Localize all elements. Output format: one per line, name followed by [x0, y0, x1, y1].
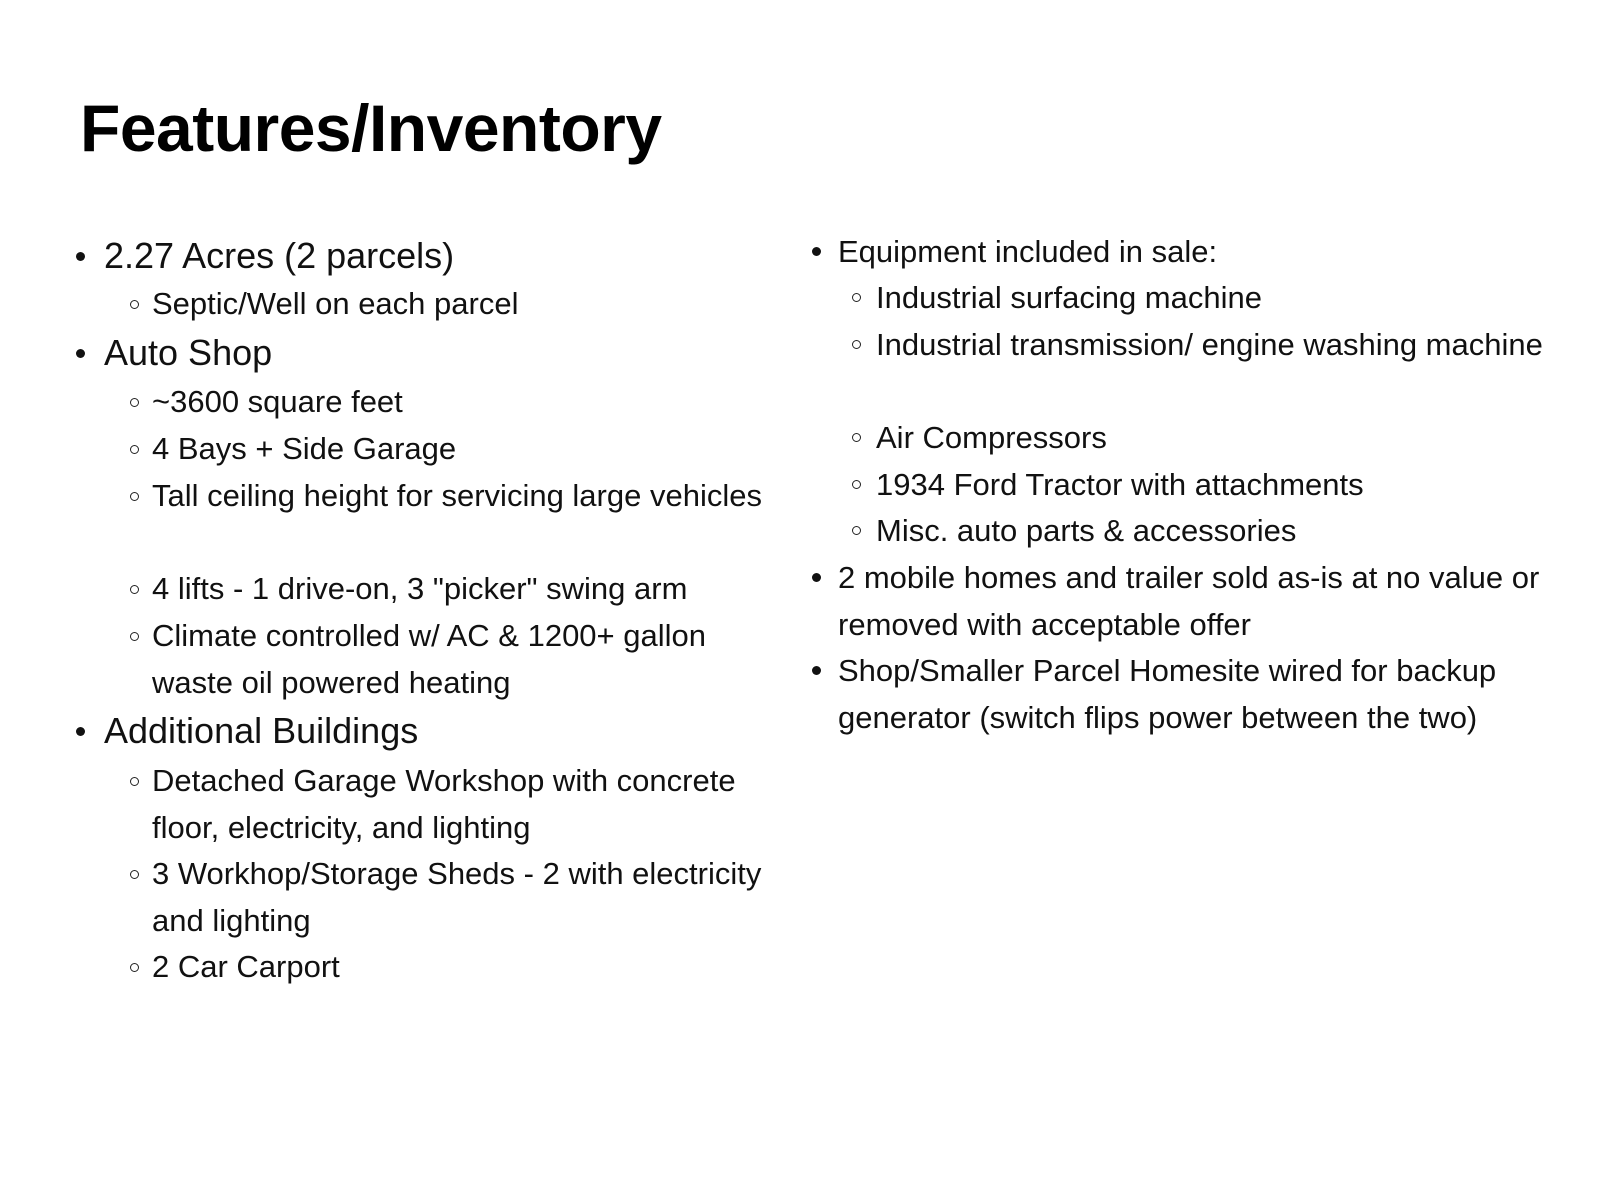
list-subitem-tractor [848, 461, 1548, 508]
list-subitem-square-feet [126, 378, 786, 425]
list-subitem-text: 3 Workhop/Storage Sheds - 2 with electricity and lighting [152, 856, 762, 938]
list-subitem-text: Tall ceiling height for servicing large vehicles [152, 478, 762, 513]
list-subitem-climate [126, 612, 786, 706]
list-subitem-text: 1934 Ford Tractor with attachments [876, 467, 1364, 502]
list-item-text: Shop/Smaller Parcel Homesite wired for backup generator (switch flips power between the two) [838, 653, 1497, 735]
list-item-text: 2.27 Acres (2 parcels) [104, 235, 455, 276]
list-subitem-surfacing-machine [848, 274, 1548, 321]
list-subitem-text: Industrial transmission/ engine washing machine [876, 327, 1543, 362]
list-item-equipment [810, 228, 1590, 275]
list-subitem-text: Industrial surfacing machine [876, 280, 1262, 315]
list-subitem-lifts [126, 565, 786, 612]
list-item-additional-buildings [74, 707, 418, 754]
list-subitem-text: Air Compressors [876, 420, 1107, 455]
list-item-text: Additional Buildings [104, 710, 419, 751]
list-item-text: 2 mobile homes and trailer sold as-is at no value or removed with acceptable offer [838, 560, 1540, 642]
list-subitem-septic [126, 280, 786, 327]
list-subitem-text: 4 Bays + Side Garage [152, 431, 457, 466]
list-subitem-text: Climate controlled w/ AC & 1200+ gallon waste oil powered heating [152, 618, 707, 700]
list-subitem-text: ~3600 square feet [152, 384, 403, 419]
list-subitem-ceiling [126, 472, 786, 519]
list-item-generator [810, 647, 1590, 741]
list-subitem-text: 4 lifts - 1 drive-on, 3 "picker" swing arm [152, 571, 688, 606]
list-item-acres [74, 232, 454, 279]
list-subitem-text: Misc. auto parts & accessories [876, 513, 1297, 548]
list-item-mobile-homes [810, 554, 1590, 648]
list-subitem-text: Septic/Well on each parcel [152, 286, 519, 321]
list-subitem-bays [126, 425, 786, 472]
list-item-auto-shop [74, 329, 272, 376]
list-item-text: Equipment included in sale: [838, 234, 1218, 269]
list-item-text: Auto Shop [104, 332, 273, 373]
list-subitem-sheds [126, 850, 786, 944]
list-subitem-detached-garage [126, 757, 786, 851]
list-subitem-carport [126, 943, 786, 990]
list-subitem-washing-machine [848, 321, 1548, 368]
list-subitem-text: Detached Garage Workshop with concrete floor, electricity, and lighting [152, 763, 736, 845]
list-subitem-auto-parts [848, 507, 1548, 554]
list-subitem-air-compressors [848, 414, 1548, 461]
page-title: Features/Inventory [80, 91, 662, 165]
list-subitem-text: 2 Car Carport [152, 949, 340, 984]
